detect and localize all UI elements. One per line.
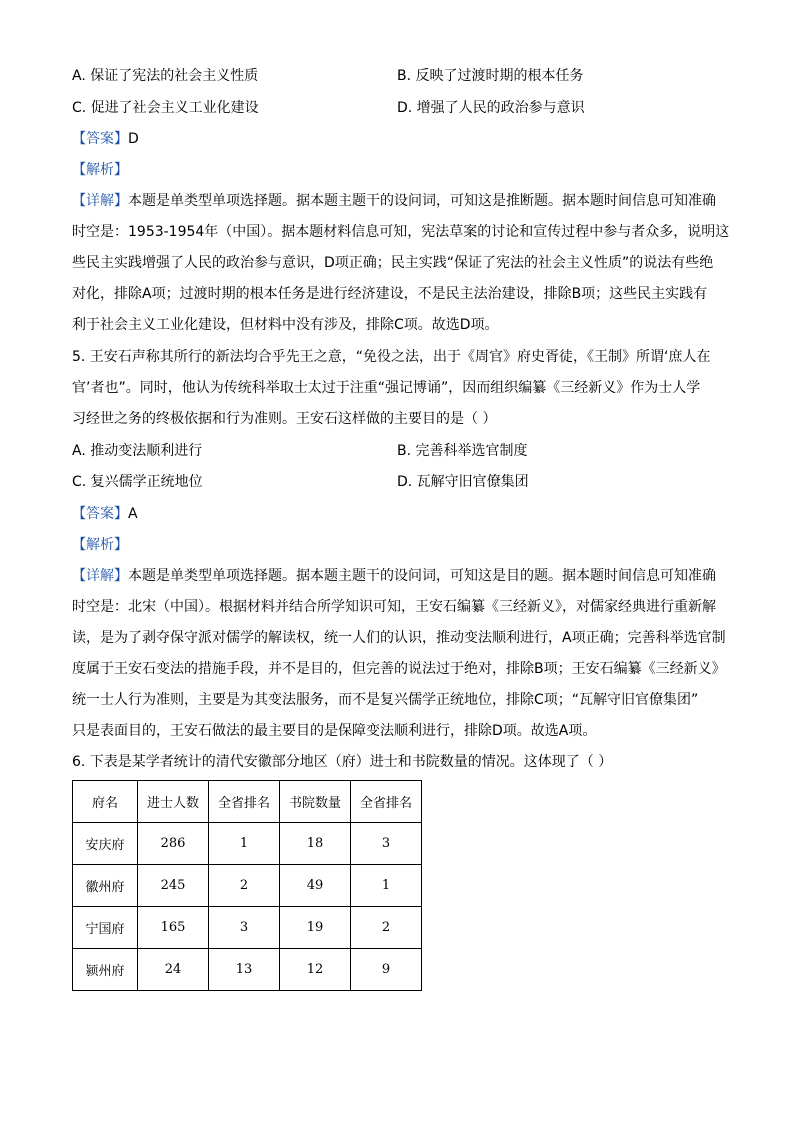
table-cell: 24 xyxy=(138,949,209,991)
table-header: 书院数量 xyxy=(280,781,351,823)
table-cell: 19 xyxy=(280,907,351,949)
table-cell: 宁国府 xyxy=(73,907,138,949)
q5-stem-line: 习经世之务的终极依据和行为准则。王安石这样做的主要目的是（ ） xyxy=(72,411,497,427)
table-header: 进士人数 xyxy=(138,781,209,823)
answer-value: D xyxy=(128,131,139,147)
q4-option-c: C. 促进了社会主义工业化建设 xyxy=(72,100,259,116)
q5-detail-line: 度属于王安石变法的措施手段，并不是目的，但完善的说法过于绝对，排除B项；王安石编纂《三经新义》 xyxy=(72,661,726,677)
q5-detail-line xyxy=(72,566,716,586)
table-cell: 286 xyxy=(138,823,209,865)
table-cell: 9 xyxy=(351,949,422,991)
q4-analysis-label: 【解析】 xyxy=(72,162,128,178)
table-row xyxy=(73,949,422,991)
table-cell: 2 xyxy=(351,907,422,949)
detail-label: 【详解】 xyxy=(72,568,128,584)
table-cell: 1 xyxy=(351,865,422,907)
table-row xyxy=(73,907,422,949)
q5-option-a: A. 推动变法顺利进行 xyxy=(72,443,203,459)
table-row xyxy=(73,823,422,865)
q5-detail-line: 统一士人行为准则，主要是为其变法服务，而不是复兴儒学正统地位，排除C项；“瓦解守旧官僚集团” xyxy=(72,692,699,708)
q4-detail-line xyxy=(72,191,716,211)
table-cell: 13 xyxy=(209,949,280,991)
table-row xyxy=(73,865,422,907)
table-cell: 49 xyxy=(280,865,351,907)
q6-table xyxy=(72,780,422,991)
answer-value: A xyxy=(128,506,138,522)
table-cell: 颍州府 xyxy=(73,949,138,991)
table-header: 府名 xyxy=(73,781,138,823)
q4-detail-line: 对化，排除A项；过渡时期的根本任务是进行经济建设，不是民主法治建设，排除B项；这些民主实践有 xyxy=(72,286,708,302)
q4-detail-line: 些民主实践增强了人民的政治参与意识，D项正确；民主实践“保证了宪法的社会主义性质”的说法有些绝 xyxy=(72,255,714,271)
table-cell: 2 xyxy=(209,865,280,907)
table-cell: 245 xyxy=(138,865,209,907)
table-header: 全省排名 xyxy=(209,781,280,823)
q6-stem: 6. 下表是某学者统计的清代安徽部分地区（府）进士和书院数量的情况。这体现了（ ） xyxy=(72,754,613,770)
q4-option-a: A. 保证了宪法的社会主义性质 xyxy=(72,68,259,84)
q5-stem-line: 5. 王安石声称其所行的新法均合乎先王之意，“免役之法，出于《周官》府史胥徒，《王制》所谓‘庶人在 xyxy=(72,349,711,365)
table-cell: 12 xyxy=(280,949,351,991)
q5-option-c: C. 复兴儒学正统地位 xyxy=(72,474,203,490)
q4-detail-line: 利于社会主义工业化建设，但材料中没有涉及，排除C项。故选D项。 xyxy=(72,317,499,333)
q5-answer xyxy=(72,504,138,524)
detail-text: 本题是单类型单项选择题。据本题主题干的设问词，可知这是目的题。据本题时间信息可知准确 xyxy=(128,568,716,584)
table-cell: 18 xyxy=(280,823,351,865)
q5-stem-line: 官’者也”。同时，他认为传统科举取士太过于注重“强记博诵”，因而组织编纂《三经新义》作为士人学 xyxy=(72,380,701,396)
table-cell: 徽州府 xyxy=(73,865,138,907)
q5-detail-line: 读，是为了剥夺保守派对儒学的解读权，统一人们的认识，推动变法顺利进行，A项正确；完善科举选官制 xyxy=(72,630,726,646)
q4-option-b: B. 反映了过渡时期的根本任务 xyxy=(397,68,584,84)
table-cell: 安庆府 xyxy=(73,823,138,865)
table-header-row xyxy=(73,781,422,823)
table-cell: 165 xyxy=(138,907,209,949)
table-cell: 3 xyxy=(209,907,280,949)
table-header: 全省排名 xyxy=(351,781,422,823)
detail-label: 【详解】 xyxy=(72,193,128,209)
q5-option-b: B. 完善科举选官制度 xyxy=(397,443,528,459)
q5-detail-line: 只是表面目的，王安石做法的最主要目的是保障变法顺利进行，排除D项。故选A项。 xyxy=(72,723,597,739)
q5-analysis-label: 【解析】 xyxy=(72,537,128,553)
answer-label: 【答案】 xyxy=(72,131,128,147)
table-cell: 3 xyxy=(351,823,422,865)
q4-detail-line: 时空是：1953-1954年（中国）。据本题材料信息可知，宪法草案的讨论和宣传过程中参与者众多，说明这 xyxy=(72,224,730,240)
q5-detail-line: 时空是：北宋（中国）。根据材料并结合所学知识可知，王安石编纂《三经新义》，对儒家经典进行重新解 xyxy=(72,599,716,615)
answer-label: 【答案】 xyxy=(72,506,128,522)
q4-option-d: D. 增强了人民的政治参与意识 xyxy=(397,100,585,116)
detail-text: 本题是单类型单项选择题。据本题主题干的设问词，可知这是推断题。据本题时间信息可知准确 xyxy=(128,193,716,209)
q4-answer xyxy=(72,129,139,149)
table-cell: 1 xyxy=(209,823,280,865)
q5-option-d: D. 瓦解守旧官僚集团 xyxy=(397,474,529,490)
